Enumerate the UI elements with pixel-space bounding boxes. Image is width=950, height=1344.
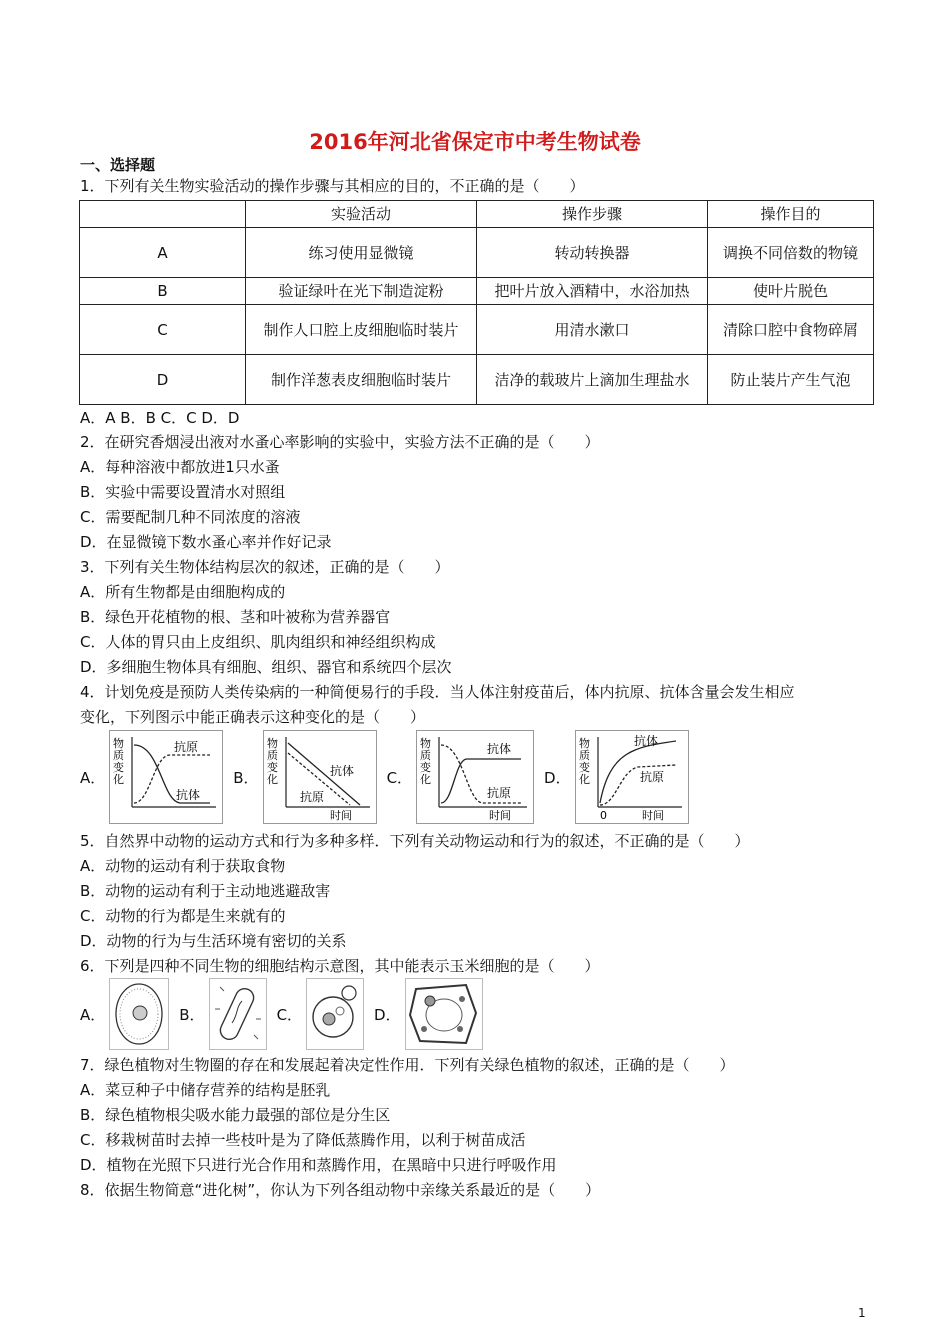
animal-cell-image (109, 978, 169, 1050)
table-cell: 验证绿叶在光下制造淀粉 (246, 278, 477, 305)
table-header-cell: 操作步骤 (477, 201, 708, 228)
q3-stem: 3．下列有关生物体结构层次的叙述，正确的是（ ） (80, 558, 450, 576)
axis-y-label: 物质变化 (578, 737, 590, 786)
table-cell: 使叶片脱色 (708, 278, 874, 305)
nucleus (323, 1013, 335, 1025)
q2-option-c: C．需要配制几种不同浓度的溶液 (80, 508, 301, 526)
table-cell: 调换不同倍数的物镜 (708, 228, 874, 278)
q3-option-b: B．绿色开花植物的根、茎和叶被称为营养器官 (80, 608, 391, 626)
antibody-label: 抗体 (176, 788, 201, 802)
page-number: 1 (858, 1306, 866, 1320)
axis-x-label: 时间 (329, 809, 352, 822)
antibody-label: 抗体 (329, 764, 354, 778)
page-title: 2016年河北省保定市中考生物试卷 (309, 130, 641, 154)
q7-option-d: D．植物在光照下只进行光合作用和蒸腾作用，在黑暗中只进行呼吸作用 (80, 1156, 557, 1174)
antigen-label: 抗原 (487, 786, 512, 800)
chloroplast (457, 1026, 463, 1032)
yeast-bud (342, 986, 356, 1000)
dna-region (232, 1001, 242, 1023)
q5-option-d: D．动物的行为与生活环境有密切的关系 (80, 932, 347, 950)
table-header-cell: 实验活动 (246, 201, 477, 228)
q2-option-a: A．每种溶液中都放进1只水蚤 (80, 458, 280, 476)
table-cell: 防止装片产生气泡 (708, 355, 874, 405)
yeast-cell-image (306, 978, 364, 1050)
q1-table (79, 200, 874, 405)
nucleus (133, 1006, 147, 1020)
bacterium-image (209, 978, 267, 1050)
q5-option-a: A．动物的运动有利于获取食物 (80, 857, 286, 875)
table-cell: 洁净的载玻片上滴加生理盐水 (477, 355, 708, 405)
q4-stem-line2: 变化，下列图示中能正确表示这种变化的是（ ） (80, 708, 426, 726)
antigen-label: 抗原 (174, 740, 199, 754)
q2-option-d: D．在显微镜下数水蚤心率并作好记录 (80, 533, 332, 551)
axis-x-label: 时间 (489, 809, 512, 822)
axis-origin: 0 (599, 809, 607, 822)
q5-stem: 5．自然界中动物的运动方式和行为多种多样．下列有关动物运动和行为的叙述，不正确的是（ ） (80, 832, 750, 850)
axis-y-label: 物质变化 (266, 737, 278, 786)
table-row (80, 278, 874, 305)
q4-graph-options (80, 730, 699, 824)
q4-graph-b (263, 730, 377, 824)
nucleus (425, 996, 435, 1006)
q5-option-c: C．动物的行为都是生来就有的 (80, 907, 286, 925)
q4-label-d: D． (544, 768, 571, 787)
q6-label-d: D． (374, 1005, 401, 1024)
table-header-cell: 操作目的 (708, 201, 874, 228)
q4-label-c: C． (386, 768, 413, 787)
cell-wall (410, 985, 476, 1043)
q4-graph-a (109, 730, 223, 824)
antigen-label: 抗原 (299, 790, 324, 804)
table-cell: 把叶片放入酒精中，水浴加热 (477, 278, 708, 305)
q4-stem-line1: 4．计划免疫是预防人类传染病的一种简便易行的手段．当人体注射疫苗后，体内抗原、抗体含量会发生相应 (80, 683, 795, 701)
table-cell: D (80, 355, 246, 405)
cell-wall (217, 986, 256, 1043)
antigen-label: 抗原 (639, 770, 664, 784)
q5-option-b: B．动物的运动有利于主动地逃避敌害 (80, 882, 331, 900)
antibody-curve (600, 741, 676, 803)
plant-cell-image (405, 978, 483, 1050)
q7-option-c: C．移栽树苗时去掉一些枝叶是为了降低蒸腾作用，以利于树苗成活 (80, 1131, 526, 1149)
antibody-label: 抗体 (487, 742, 512, 756)
q1-options: A．A B．B C．C D．D (80, 409, 240, 427)
table-cell: 清除口腔中食物碎屑 (708, 305, 874, 355)
q4-label-a: A． (80, 768, 106, 787)
q4-graph-d (575, 730, 689, 824)
q6-label-b: B． (179, 1005, 205, 1024)
q7-option-b: B．绿色植物根尖吸水能力最强的部位是分生区 (80, 1106, 391, 1124)
section-heading: 一、选择题 (80, 156, 156, 174)
table-cell: 用清水漱口 (477, 305, 708, 355)
q2-option-b: B．实验中需要设置清水对照组 (80, 483, 286, 501)
q8-stem: 8．依据生物简意“进化树”，你认为下列各组动物中亲缘关系最近的是（ ） (80, 1181, 601, 1199)
table-cell: 转动转换器 (477, 228, 708, 278)
q4-label-b: B． (233, 768, 259, 787)
q3-option-a: A．所有生物都是由细胞构成的 (80, 583, 286, 601)
flagella (215, 987, 261, 1039)
vacuole (336, 1007, 344, 1015)
chloroplast (459, 996, 465, 1002)
table-row (80, 228, 874, 278)
table-cell: 制作洋葱表皮细胞临时装片 (246, 355, 477, 405)
axis-y-label: 物质变化 (420, 737, 432, 786)
chloroplast (421, 1026, 427, 1032)
table-cell: 练习使用显微镜 (246, 228, 477, 278)
table-cell: A (80, 228, 246, 278)
table-cell: C (80, 305, 246, 355)
q3-option-d: D．多细胞生物体具有细胞、组织、器官和系统四个层次 (80, 658, 452, 676)
q6-label-c: C． (276, 1005, 303, 1024)
antibody-label: 抗体 (633, 734, 658, 748)
q7-stem: 7．绿色植物对生物圈的存在和发展起着决定性作用．下列有关绿色植物的叙述，正确的是（ ） (80, 1056, 735, 1074)
axis-y-label: 物质变化 (113, 737, 125, 786)
table-header-cell (80, 201, 246, 228)
table-cell: 制作人口腔上皮细胞临时装片 (246, 305, 477, 355)
table-row (80, 305, 874, 355)
q6-label-a: A． (80, 1005, 106, 1024)
q3-option-c: C．人体的胃只由上皮组织、肌肉组织和神经组织构成 (80, 633, 436, 651)
q2-stem: 2．在研究香烟浸出液对水蚤心率影响的实验中，实验方法不正确的是（ ） (80, 433, 600, 451)
q6-stem: 6．下列是四种不同生物的细胞结构示意图，其中能表示玉米细胞的是（ ） (80, 957, 600, 975)
table-cell: B (80, 278, 246, 305)
q1-stem: 1．下列有关生物实验活动的操作步骤与其相应的目的，不正确的是（ ） (80, 177, 585, 195)
q6-image-options (80, 978, 493, 1050)
q7-option-a: A．菜豆种子中储存营养的结构是胚乳 (80, 1081, 331, 1099)
table-row (80, 355, 874, 405)
q4-graph-c (416, 730, 534, 824)
table-header-row (80, 201, 874, 228)
axis-x-label: 时间 (641, 809, 664, 822)
